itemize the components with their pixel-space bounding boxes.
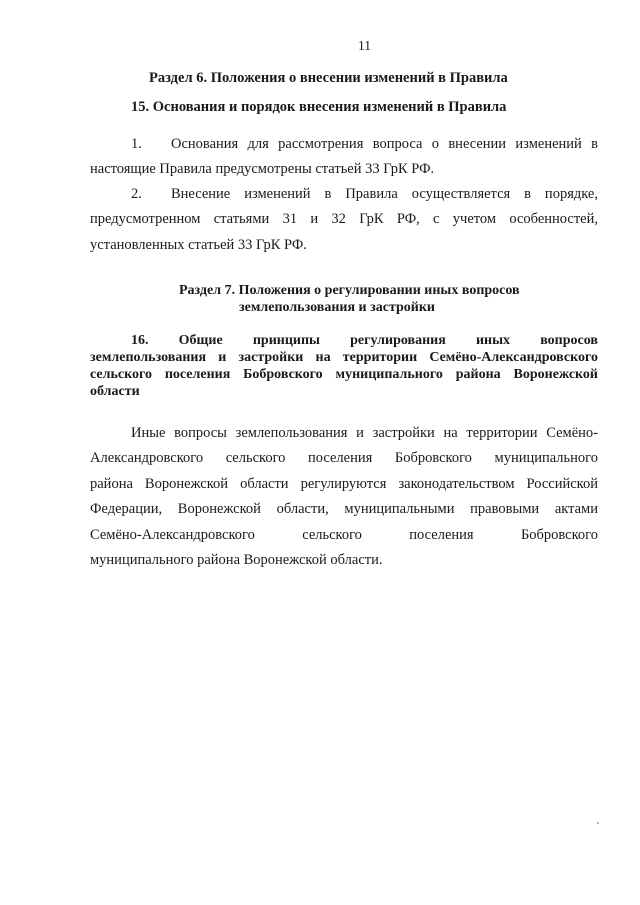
section-16-title-line-4: области <box>90 384 140 399</box>
scan-speck <box>597 822 599 824</box>
section-16-word: вопросов <box>540 333 598 348</box>
paragraph-line-4: Федерации, Воронежской области, муниципальными правовыми актами <box>90 501 598 517</box>
section-16-word: принципы <box>252 333 320 348</box>
item-2-line-3: установленных статьей 33 ГрК РФ. <box>90 237 307 253</box>
paragraph-line-5 <box>90 527 598 544</box>
item-1-number: 1. <box>131 136 142 152</box>
section-7-title-line-1: Раздел 7. Положения о регулировании иных вопросов <box>179 283 520 298</box>
section-6-title: Раздел 6. Положения о внесении изменений в Правила <box>149 70 508 86</box>
section-16-title-line-1 <box>131 333 598 349</box>
paragraph-line-3: района Воронежской области регулируются законодательством Российской <box>90 476 598 492</box>
item-2-number: 2. <box>131 186 142 202</box>
item-1-line-2: настоящие Правила предусмотрены статьей 33 ГрК РФ. <box>90 161 435 177</box>
paragraph-line-2: Александровского сельского поселения Бобровского муниципального <box>90 450 598 466</box>
page-number: 11 <box>358 38 371 53</box>
section-16-title-line-3: сельского поселения Бобровского муниципального района Воронежской <box>90 367 598 382</box>
item-2-line-2: предусмотренном статьями 31 и 32 ГрК РФ, с учетом особенностей, <box>90 211 598 227</box>
section-16-word: Общие <box>178 333 223 348</box>
section-16-word: иных <box>475 333 511 348</box>
item-1-line-1: Основания для рассмотрения вопроса о внесении изменений в <box>171 136 598 152</box>
section-16-number: 16. <box>131 333 149 348</box>
section-15-title: 15. Основания и порядок внесения изменений в Правила <box>131 99 507 115</box>
section-16-title-line-2: землепользования и застройки на территории Семёно-Александровского <box>90 350 598 365</box>
section-16-word: регулирования <box>350 333 446 348</box>
paragraph-line-1: Иные вопросы землепользования и застройки на территории Семёно- <box>131 425 598 441</box>
paragraph-word: поселения <box>409 527 474 543</box>
paragraph-word: Бобровского <box>520 527 598 543</box>
paragraph-line-6: муниципального района Воронежской области. <box>90 552 383 568</box>
item-2-line-1: Внесение изменений в Правила осуществляется в порядке, <box>171 186 598 202</box>
paragraph-word: Семёно-Александровского <box>90 527 255 543</box>
paragraph-word: сельского <box>302 527 362 543</box>
section-7-title-line-2: землепользования и застройки <box>239 300 435 315</box>
